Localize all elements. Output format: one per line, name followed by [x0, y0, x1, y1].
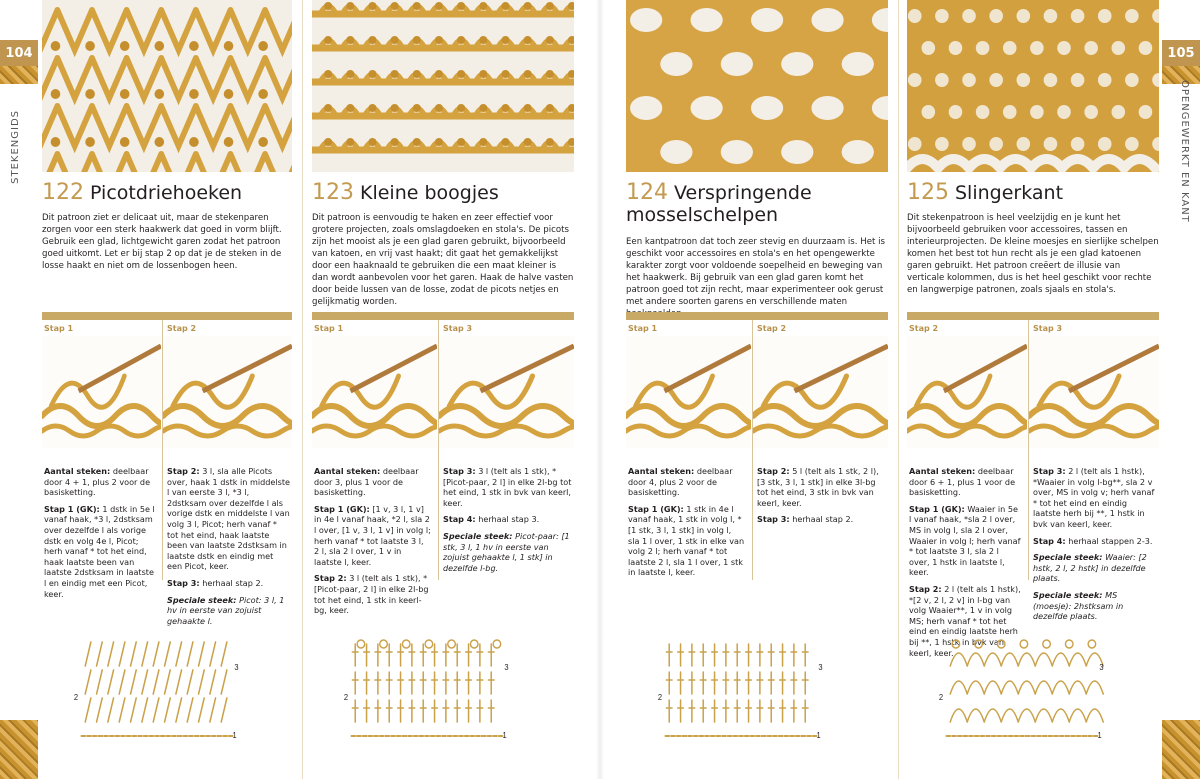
instruction-paragraph: Stap 3: 2 l (telt als 1 hstk), *Waaier in volg l-bg**, sla 2 v over, MS in volg v; herh vanaf * tot het eind en eindig laatste herh bij **, 1 hstk in bvk van keerl, keer.: [1033, 466, 1155, 529]
step-label: Stap 2: [167, 324, 197, 333]
step-photo: [626, 336, 751, 448]
yarn-knot: [155, 41, 165, 51]
yarn-knot: [258, 137, 268, 147]
yarn-knot: [435, 36, 443, 44]
diagram-row-number: 1: [816, 730, 821, 741]
instruction-paragraph: [1033, 552, 1157, 584]
yarn-knot: [324, 70, 332, 78]
yarn-knot: [501, 2, 509, 10]
yarn-knot: [413, 104, 421, 112]
step-photo: [1029, 336, 1159, 448]
instructions-right: [1033, 466, 1157, 628]
yarn-knot: [368, 70, 376, 78]
yarn-knot: [989, 9, 1003, 23]
yarn-knot: [501, 138, 509, 146]
yarn-knot: [120, 137, 130, 147]
step-photo: [163, 336, 292, 448]
diagram-row-number: 2: [938, 692, 944, 703]
yarn-knot: [976, 41, 990, 55]
instructions-left: [314, 466, 431, 622]
swatch-photo: [312, 0, 574, 172]
yarn-knot: [908, 9, 922, 23]
yarn-knot: [546, 36, 554, 44]
yarn-knot: [501, 104, 509, 112]
yarn-knot: [479, 36, 487, 44]
yarn-knot: [1084, 105, 1098, 119]
yarn-knot: [1125, 9, 1139, 23]
yarn-knot: [368, 36, 376, 44]
instruction-heading: Speciale steek:: [1033, 552, 1103, 563]
yarn-knot: [976, 105, 990, 119]
yarn-knot: [51, 89, 61, 99]
yarn-strand: [950, 709, 1103, 722]
step-divider: [1028, 320, 1029, 580]
yarn-knot: [1071, 73, 1085, 87]
instruction-paragraph: Stap 3: herhaal stap 2.: [757, 514, 854, 525]
pattern-number: 124: [626, 180, 668, 205]
pattern-number: 122: [42, 180, 84, 205]
instruction-heading: Speciale steek:: [1033, 589, 1103, 600]
yarn-knot: [448, 640, 456, 648]
yarn-knot: [1044, 9, 1058, 23]
yarn-knot: [457, 138, 465, 146]
step-label: Stap 2: [909, 324, 939, 333]
yarn-knot: [479, 104, 487, 112]
swatch-photo: [626, 0, 888, 172]
yarn-knot: [1139, 41, 1153, 55]
yarn-knot: [935, 73, 949, 87]
yarn-strand: [950, 681, 1103, 694]
yarn-knot: [524, 104, 532, 112]
swatch-photo: [42, 0, 292, 172]
instructions-right: [757, 466, 886, 531]
instruction-paragraph: Stap 3: 3 l (telt als 1 stk), *[Picot-paar, 2 l] in elke 2l-bg tot het eind, 1 stk in bvk van keerl, keer.: [443, 466, 572, 508]
instruction-paragraph: Stap 2: 2 l (telt als 1 hstk), *[2 v, 2 l, 2 v] in l-bg van volg Waaier**, 1 v in volg MS; herh vanaf * tot het eind en eindig laatste herh bij **, 1 hstk in bvk van keerl, keer.: [909, 583, 1021, 658]
yarn-knot: [224, 41, 234, 51]
pattern-column: [907, 0, 1159, 779]
yarn-knot: [413, 70, 421, 78]
swatch-hole: [811, 8, 843, 32]
yarn-knot: [346, 138, 354, 146]
yarn-knot: [908, 73, 922, 87]
page-number-right: 105: [1162, 40, 1200, 66]
yarn-knot: [346, 70, 354, 78]
step-divider: [162, 320, 163, 580]
swatch-hole: [660, 52, 692, 76]
book-gutter: [596, 0, 604, 779]
pattern-intro: Dit patroon ziet er delicaat uit, maar de stekenparen zorgen voor een sterk haakwerk dat goed in vorm blijft. Gebruik een glad, lichtgewicht garen zodat het patroon goed uitkomt. Let er bij stap 2 op dat je de steken in de losse haakt en niet om de lossenbogen heen.: [42, 213, 282, 271]
yarn-knot: [1044, 73, 1058, 87]
diagram-row-number: 1: [232, 730, 237, 741]
yarn-knot: [51, 41, 61, 51]
pattern-number: 125: [907, 180, 949, 205]
yarn-knot: [962, 137, 976, 151]
swatch-hole: [630, 8, 662, 32]
diagram-row-number: 2: [73, 692, 79, 703]
swatch-hole: [781, 52, 813, 76]
instruction-paragraph: Stap 2: 5 l (telt als 1 stk, 2 l), [3 stk, 3 l, 1 stk] in elke 3l-bg tot het eind, 3 stk in bvk van keerl, keer.: [757, 466, 879, 508]
instructions-left: [628, 466, 745, 584]
yarn-knot: [997, 640, 1005, 648]
yarn-knot: [1065, 640, 1073, 648]
yarn-knot: [1125, 137, 1139, 151]
yarn-knot: [1043, 640, 1051, 648]
instruction-paragraph: Stap 1 (GK): 1 stk in 4e l vanaf haak, 1 stk in volg l, *[1 stk, 3 l, 1 stk] in volg l, sla 1 l over, 1 stk in elke van volg 2 l; herh vanaf * tot laatste 2 l, sla 1 l over, 1 stk in laatste l, keer.: [628, 503, 745, 578]
yarn-knot: [470, 640, 478, 648]
yarn-knot: [413, 2, 421, 10]
instructions-left: [44, 466, 155, 605]
yarn-knot: [324, 2, 332, 10]
instruction-heading: Stap 1 (GK):: [44, 503, 100, 514]
yarn-knot: [1098, 9, 1112, 23]
yarn-knot: [346, 36, 354, 44]
step-photo: [907, 336, 1027, 448]
yarn-knot: [402, 640, 410, 648]
instruction-paragraph: Aantal steken: deelbaar door 4, plus 2 voor de basisketting.: [628, 466, 733, 498]
instruction-heading: Stap 3:: [1033, 466, 1066, 476]
yarn-knot: [368, 138, 376, 146]
yarn-knot: [258, 89, 268, 99]
diagram-row-number: 1: [1097, 730, 1102, 741]
yarn-knot: [189, 89, 199, 99]
yarn-knot: [120, 41, 130, 51]
step-photo: [439, 336, 574, 448]
yarn-strand: [85, 670, 227, 694]
yarn-knot: [975, 640, 983, 648]
yarn-knot: [479, 70, 487, 78]
step-photo: [42, 336, 161, 448]
instruction-heading: Stap 3:: [443, 466, 476, 476]
corner-swatch: [0, 720, 38, 779]
yarn-knot: [524, 2, 532, 10]
yarn-knot: [922, 41, 936, 55]
yarn-knot: [155, 137, 165, 147]
stitch-diagram: [342, 626, 512, 748]
yarn-knot: [493, 640, 501, 648]
pattern-column: [626, 0, 888, 779]
yarn-knot: [501, 70, 509, 78]
side-label-right: OPENGEWERKT EN KANT: [1179, 80, 1190, 223]
instruction-heading: Stap 1 (GK):: [909, 503, 965, 514]
swatch-hole: [842, 52, 874, 76]
yarn-knot: [457, 70, 465, 78]
pattern-name: Kleine boogjes: [360, 182, 499, 204]
yarn-knot: [425, 640, 433, 648]
instruction-paragraph: [1033, 590, 1157, 622]
yarn-strand: [352, 672, 494, 694]
yarn-knot: [546, 70, 554, 78]
page-number-left: 104: [0, 40, 38, 66]
step-divider: [438, 320, 439, 580]
swatch-hole: [690, 96, 722, 120]
yarn-knot: [51, 137, 61, 147]
swatch-hole: [751, 96, 783, 120]
instruction-heading: Speciale steek:: [443, 530, 513, 541]
pattern-title: [42, 182, 292, 204]
yarn-knot: [224, 89, 234, 99]
swatch-hole: [751, 8, 783, 32]
step-label: Stap 1: [44, 324, 74, 333]
pattern-intro: Dit patroon is eenvoudig te haken en zeer effectief voor grotere projecten, zoals omslagdoeken en stola's. De picots zijn het mooist als je een glad garen gebruikt, bijvoorbeeld van katoen, en vrij vast haakt; dit gaat het gemakkelijkst door een haaknaald te gebruiken die een maat kleiner is dan wordt aanbevolen voor het garen. Haak de halve vasten door beide lussen van de losse, zodat de picots netjes en gelijkmatig worden.: [312, 213, 574, 307]
step-label: Stap 2: [757, 324, 787, 333]
instruction-paragraph: Stap 2: 3 l, sla alle Picots over, haak 1 dstk in middelste l van eerste 3 l, *3 l, 2dstksam over dezelfde l als vorige dstk en middelste l van volg 3 l, Picot; herh vanaf * tot het eind, haak laatste been van laatste 2dstksam in laatste dstk en eindig met een Picot, keer.: [167, 466, 290, 572]
yarn-knot: [1139, 105, 1153, 119]
yarn-knot: [908, 137, 922, 151]
swatch-hole: [781, 140, 813, 164]
stitch-diagram: [937, 626, 1107, 748]
instruction-heading: Stap 4:: [443, 514, 476, 525]
yarn-knot: [391, 36, 399, 44]
instruction-paragraph: Stap 2: 3 l (telt als 1 stk), *[Picot-paar, 2 l] in elke 2l-bg tot het eind, 1 stk in keerl-bg, keer.: [314, 573, 429, 616]
yarn-knot: [1017, 73, 1031, 87]
swatch-photo: [907, 0, 1159, 172]
yarn-knot: [546, 138, 554, 146]
diagram-row-number: 2: [657, 692, 663, 703]
instruction-heading: Stap 4:: [1033, 535, 1066, 546]
yarn-knot: [346, 104, 354, 112]
instructions-right: [443, 466, 572, 579]
instruction-heading: Stap 2:: [757, 466, 790, 476]
diagram-row-number: 3: [504, 662, 509, 673]
diagram-row-number: 1: [502, 730, 507, 741]
instructions-right: [167, 466, 290, 632]
yarn-knot: [935, 137, 949, 151]
yarn-knot: [1071, 137, 1085, 151]
stitch-diagram: [656, 626, 826, 748]
yarn-knot: [391, 70, 399, 78]
yarn-strand: [85, 642, 227, 666]
pattern-intro: Een kantpatroon dat toch zeer stevig en duurzaam is. Het is geschikt voor accessoires en stola's en het opengewerkte karakter zorgt voor voldoende soepelheid en beweging van het haakwerk. Bij gebruik van een glad garen komt het patroon goed tot zijn recht, maar experimenteer ook gerust met andere soorten garens en verschillende maten: [626, 237, 885, 307]
yarn-knot: [435, 2, 443, 10]
diagram-row-number: 3: [234, 662, 239, 673]
step-label: Stap 3: [443, 324, 473, 333]
instruction-heading: Stap 2:: [167, 466, 200, 476]
instruction-paragraph: Aantal steken: deelbaar door 3, plus 1 voor de basisketting.: [314, 466, 419, 498]
swatch-hole: [811, 96, 843, 120]
yarn-knot: [368, 104, 376, 112]
yarn-knot: [357, 640, 365, 648]
steps-bar: [312, 312, 574, 320]
yarn-knot: [1044, 137, 1058, 151]
yarn-knot: [1098, 137, 1112, 151]
yarn-knot: [1125, 73, 1139, 87]
yarn-knot: [189, 137, 199, 147]
pattern-name: Slingerkant: [955, 182, 1064, 204]
yarn-knot: [1088, 640, 1096, 648]
instruction-paragraph: Stap 4: herhaal stappen 2-3.: [1033, 535, 1153, 546]
steps-bar: [626, 312, 888, 320]
yarn-strand: [950, 653, 1103, 666]
yarn-knot: [155, 89, 165, 99]
yarn-knot: [962, 9, 976, 23]
stitch-diagram: [72, 626, 242, 748]
step-label: Stap 3: [1033, 324, 1063, 333]
yarn-knot: [1112, 41, 1126, 55]
yarn-knot: [457, 36, 465, 44]
instruction-heading: Aantal steken:: [909, 466, 976, 476]
yarn-knot: [435, 104, 443, 112]
yarn-knot: [1020, 640, 1028, 648]
yarn-knot: [501, 36, 509, 44]
instruction-heading: Stap 3:: [757, 514, 790, 525]
instruction-heading: Aantal steken:: [44, 466, 111, 476]
yarn-knot: [1057, 41, 1071, 55]
swatch-hole: [721, 52, 753, 76]
diagram-row-number: 2: [343, 692, 349, 703]
pattern-column: [42, 0, 292, 779]
yarn-knot: [479, 2, 487, 10]
yarn-knot: [324, 36, 332, 44]
pattern-name: Verspringende mosselschelpen: [626, 182, 812, 226]
instruction-heading: Aantal steken:: [314, 466, 381, 476]
yarn-knot: [935, 9, 949, 23]
swatch-hole: [842, 140, 874, 164]
pattern-title: [626, 182, 888, 226]
yarn-knot: [346, 2, 354, 10]
yarn-knot: [524, 138, 532, 146]
instruction-paragraph: Aantal steken: deelbaar door 6 + 1, plus 1 voor de basisketting.: [909, 466, 1016, 498]
yarn-knot: [324, 104, 332, 112]
pattern-column: [312, 0, 574, 779]
yarn-knot: [413, 36, 421, 44]
pattern-title: [907, 182, 1159, 204]
yarn-knot: [546, 2, 554, 10]
pattern-title: [312, 182, 574, 204]
yarn-knot: [1071, 9, 1085, 23]
yarn-knot: [1057, 105, 1071, 119]
yarn-knot: [457, 2, 465, 10]
yarn-knot: [85, 41, 95, 51]
yarn-knot: [479, 138, 487, 146]
yarn-knot: [1030, 105, 1044, 119]
pattern-intro: Dit stekenpatroon is heel veelzijdig en je kunt het bijvoorbeeld gebruiken voor accessoires, tassen en interieurprojecten. De kleine moesjes en sierlijke schelpen komen het best tot hun recht als je een glad katoenen garen gebruikt. Het patroon creëert de illusie van verticale kolommen, dus is het heel geschikt voor rechte en langwerpige patronen, zoals sjaals en stola's.: [907, 213, 1159, 295]
instruction-paragraph: Stap 1 (GK): Waaier in 5e l vanaf haak, *sla 2 l over, MS in volg l, sla 2 l over, Waaier in volg l; herh vanaf * tot laatste 3 l, sla 2 l over, 1 hstk in laatste l, keer.: [909, 503, 1021, 578]
yarn-knot: [391, 104, 399, 112]
yarn-knot: [85, 137, 95, 147]
yarn-knot: [368, 2, 376, 10]
yarn-knot: [391, 138, 399, 146]
yarn-knot: [324, 138, 332, 146]
yarn-knot: [1112, 105, 1126, 119]
yarn-strand: [85, 698, 227, 722]
instruction-paragraph: [167, 595, 290, 627]
corner-swatch: [0, 66, 38, 84]
swatch-hole: [690, 8, 722, 32]
instruction-italic: Picot-paar: [1 stk, 3 l, 1 hv in eerste van zojuist gehaakte l, 1 stk] in dezelfde l-bg.: [443, 530, 570, 573]
side-label-left: STEKENGIDS: [10, 110, 21, 184]
corner-swatch: [1162, 720, 1200, 779]
yarn-knot: [949, 105, 963, 119]
swatch-hole: [660, 140, 692, 164]
yarn-knot: [189, 41, 199, 51]
yarn-knot: [524, 70, 532, 78]
instruction-paragraph: [443, 531, 572, 573]
column-divider: [302, 0, 303, 779]
instruction-paragraph: Stap 1 (GK): 1 dstk in 5e l vanaf haak, *3 l, 2dstksam over dezelfde l als vorige dstk en volg 4e l, Picot; herh vanaf * tot het eind, haak laatste been van laatste 2dstksam in laatste l en eindig met een Picot, keer.: [44, 503, 155, 599]
instruction-italic: MS (moesje): 2hstksam in dezelfde plaats.: [1033, 589, 1124, 622]
yarn-knot: [1084, 41, 1098, 55]
instruction-paragraph: Stap 1 (GK): [1 v, 3 l, 1 v] in 4e l vanaf haak, *2 l, sla 2 l over, [1 v, 3 l, 1 v] in volg l; herh vanaf * tot laatste 3 l, 2 l, sla 2 l over, 1 v in laatste l, keer.: [314, 503, 431, 567]
instruction-heading: Aantal steken:: [628, 466, 695, 476]
step-photo: [312, 336, 437, 448]
swatch-hole: [721, 140, 753, 164]
step-label: Stap 1: [314, 324, 344, 333]
yarn-knot: [413, 138, 421, 146]
yarn-knot: [391, 2, 399, 10]
yarn-knot: [546, 104, 554, 112]
step-label: Stap 1: [628, 324, 658, 333]
yarn-knot: [1003, 41, 1017, 55]
yarn-knot: [952, 640, 960, 648]
yarn-knot: [949, 41, 963, 55]
steps-bar: [42, 312, 292, 320]
diagram-row-number: 3: [1099, 662, 1104, 673]
instruction-paragraph: Stap 4: herhaal stap 3.: [443, 514, 540, 525]
yarn-knot: [989, 73, 1003, 87]
diagram-row-number: 3: [818, 662, 823, 673]
yarn-knot: [457, 104, 465, 112]
instruction-heading: Stap 1 (GK):: [628, 503, 684, 514]
swatch-hole: [630, 96, 662, 120]
yarn-knot: [435, 138, 443, 146]
yarn-knot: [120, 89, 130, 99]
instruction-heading: Stap 3:: [167, 577, 200, 588]
yarn-knot: [380, 640, 388, 648]
instruction-italic: Picot: 3 l, 1 hv in eerste van zojuist gehaakte l.: [167, 594, 285, 626]
yarn-knot: [435, 70, 443, 78]
yarn-knot: [1017, 9, 1031, 23]
pattern-number: 123: [312, 180, 354, 205]
yarn-strand: [666, 700, 808, 722]
yarn-knot: [962, 73, 976, 87]
yarn-knot: [85, 89, 95, 99]
yarn-strand: [666, 644, 808, 666]
instruction-paragraph: Stap 3: herhaal stap 2.: [167, 577, 264, 588]
step-photo: [753, 336, 888, 448]
instruction-heading: Stap 2:: [909, 583, 942, 594]
yarn-knot: [1003, 105, 1017, 119]
yarn-strand: [666, 672, 808, 694]
yarn-knot: [1017, 137, 1031, 151]
yarn-strand: [352, 700, 494, 722]
steps-bar: [907, 312, 1159, 320]
yarn-knot: [989, 137, 1003, 151]
yarn-knot: [258, 41, 268, 51]
column-divider: [898, 0, 899, 779]
instruction-heading: Stap 1 (GK):: [314, 503, 370, 514]
yarn-knot: [224, 137, 234, 147]
instruction-paragraph: Aantal steken: deelbaar door 4 + 1, plus 2 voor de basisketting.: [44, 466, 151, 498]
pattern-name: Picotdriehoeken: [90, 182, 243, 204]
yarn-knot: [1098, 73, 1112, 87]
instruction-heading: Stap 2:: [314, 573, 347, 584]
yarn-knot: [1030, 41, 1044, 55]
instruction-italic: Waaier: [2 hstk, 2 l, 2 hstk] in dezelfde plaats.: [1033, 552, 1147, 584]
yarn-knot: [524, 36, 532, 44]
instruction-heading: Speciale steek:: [167, 594, 237, 605]
step-divider: [752, 320, 753, 580]
yarn-knot: [922, 105, 936, 119]
